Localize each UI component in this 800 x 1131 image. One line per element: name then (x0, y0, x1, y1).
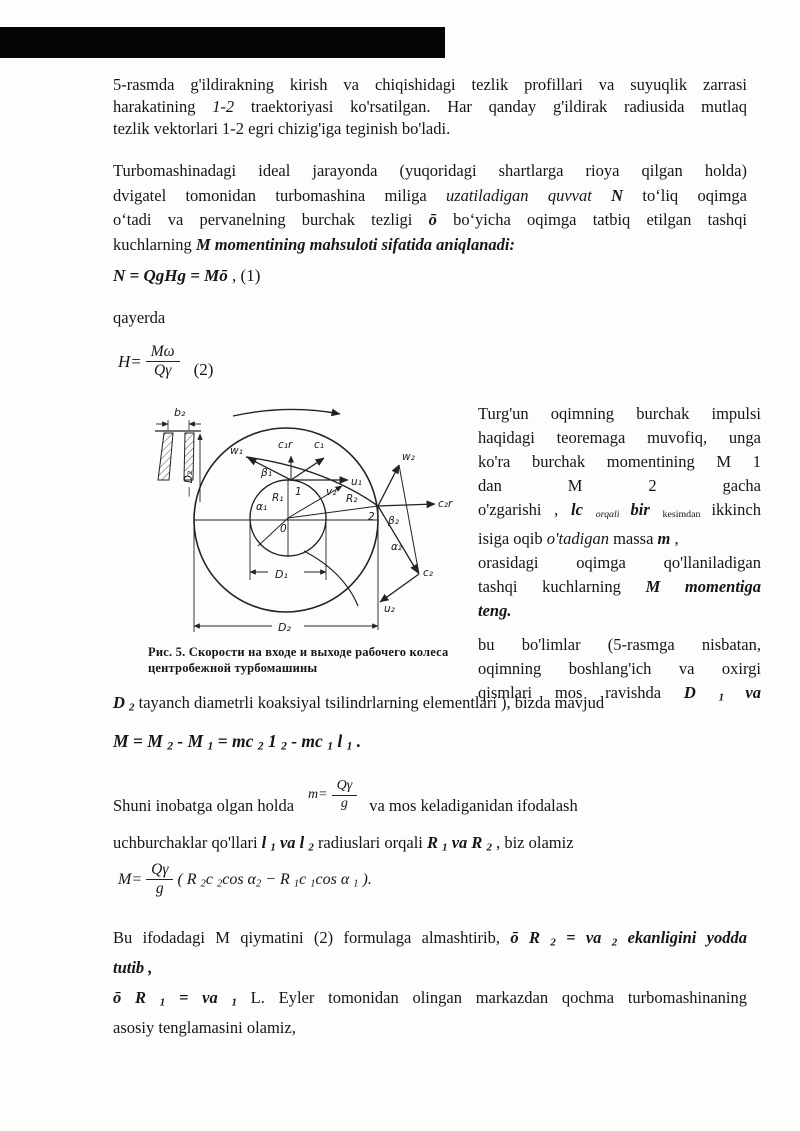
label-d2-dim: D₂ (278, 621, 291, 634)
text-run: - M (173, 731, 208, 751)
label-w2: w₂ (402, 451, 415, 463)
text-run: ō R (113, 988, 160, 1007)
text-run: 1 (327, 740, 333, 753)
text-run: 2 (281, 740, 287, 753)
text-run: bu bo'limlar (5-rasmga nisbatan, (478, 634, 761, 654)
text-run: 2 (257, 740, 264, 753)
text-run: ikkinch (711, 500, 761, 519)
label-u1: u₁ (351, 476, 362, 488)
text-run: isiga oqib (478, 528, 547, 548)
label-d1-dim: D₁ (275, 568, 288, 581)
text-line (478, 551, 761, 575)
text-line (113, 118, 747, 140)
text-line (478, 450, 761, 474)
text-run: tashqi kuchlarning (478, 576, 646, 596)
text-run: ). (358, 870, 372, 888)
text-run: tayanch diametrli koaksiyal tsilindrlarning elementlari ), bizda mavjud (134, 693, 605, 712)
text-run: D (113, 693, 130, 712)
text-run: 1 (310, 877, 316, 889)
text-run: m (657, 528, 671, 548)
text-run: dvigatel tomonidan turbomashina miliga (113, 185, 447, 205)
text-run: Turg'un oqimning burchak impulsi (478, 404, 761, 423)
text-run: . (352, 731, 362, 751)
line-shuni-before: Shuni inobatga olgan holda (113, 796, 295, 816)
text-line (113, 96, 747, 118)
figure-caption (148, 644, 478, 676)
text-line (113, 208, 747, 233)
text-run: 2 (550, 936, 556, 949)
text-line (113, 1015, 747, 1040)
text-run: 2 (486, 841, 492, 854)
label-w1: w₁ (230, 445, 243, 457)
formula-4-numerator: Qγ (146, 862, 173, 880)
text-line (113, 985, 747, 1015)
formula-2-lhs: H= (118, 351, 142, 371)
text-run: va (745, 682, 761, 702)
text-run: cos α (315, 870, 354, 888)
text-run: dan M 2 gacha (478, 476, 761, 495)
text-run: harakatining (113, 97, 213, 116)
text-run: 2 (129, 701, 135, 714)
text-run: , (670, 528, 679, 548)
label-beta2: β₂ (388, 515, 399, 527)
text-run: o'tadigan (546, 528, 609, 548)
label-u2: u₂ (384, 603, 395, 615)
formula-4-lhs: M= (118, 870, 143, 888)
label-point2: 2 (368, 511, 375, 523)
formula-4-denominator: g (155, 880, 164, 898)
text-run: 1 (442, 841, 448, 854)
formula-4 (118, 862, 372, 898)
text-run: haqidagi teoremaga muvofiq, unga (478, 428, 761, 447)
text-run: 1 (353, 877, 359, 889)
text-run: 2 (308, 841, 314, 854)
text-run: ekanligini yodda (617, 928, 748, 947)
text-run: cos α (222, 870, 256, 888)
line-shuni (113, 766, 753, 824)
text-run: = va (555, 928, 612, 947)
text-run: traektoriyasi ko'rsatilgan. Har qanday g'ildirak radiusida mutlaq (234, 97, 747, 116)
text-line (478, 402, 761, 426)
inline-fraction-denominator: g (340, 795, 348, 811)
formula-1 (113, 266, 260, 286)
text-run: ō (428, 210, 437, 229)
label-alpha1: α₁ (256, 501, 268, 513)
text-run: − R (261, 870, 294, 888)
text-line (478, 633, 761, 657)
formula-2 (118, 344, 213, 380)
label-b2-icon: b₂ (174, 406, 186, 419)
label-d2-side: — D₂ (183, 470, 195, 497)
text-run: ( R (177, 870, 201, 888)
text-run: Bu ifodadagi M qiymatini (2) formulaga almashtirib, (113, 928, 511, 947)
text-run: M = M (113, 731, 168, 751)
label-c1r: c₁r (278, 439, 293, 451)
label-c1: c₁ (314, 439, 324, 451)
formula-4-fraction (146, 862, 173, 898)
text-line (113, 955, 747, 980)
text-line (113, 925, 747, 955)
text-run: 2 (255, 877, 262, 889)
text-run: 2 (200, 877, 206, 889)
text-run: tezlik vektorlari 1-2 egri chizig'iga teginish bo'ladi. (113, 119, 451, 138)
text-run: uzatiladigan quvvat (446, 185, 612, 205)
text-run: 2 (167, 740, 173, 753)
text-line (113, 159, 747, 184)
text-line (478, 426, 761, 450)
text-run: bir (630, 500, 663, 519)
text-run: L. Eyler tomonidan olingan markazdan qochma turbomashinaning (236, 988, 747, 1007)
text-run: orasidagi oqimga qo'llaniladigan (478, 552, 761, 572)
text-run: M momentiga (645, 576, 761, 596)
text-line (478, 474, 761, 498)
text-run: va (275, 833, 300, 852)
label-r2: R₂ (346, 493, 358, 505)
text-run: 1 (270, 841, 276, 854)
text-run: 1-2 (212, 97, 235, 116)
inline-fraction-lhs: m= (308, 787, 328, 803)
text-run: , biz olamiz (491, 833, 574, 852)
text-run: = mc (213, 731, 258, 751)
text-run: 1 (346, 740, 353, 753)
text-run: radiuslari orqali (313, 833, 427, 852)
text-run: ō R (510, 928, 551, 947)
label-v2: v₂ (326, 486, 337, 498)
scan-artifact-bar (0, 27, 445, 58)
text-run: N (611, 185, 624, 205)
text-run: ko'ra burchak momentining M 1 (478, 452, 761, 471)
paragraph-bu-ifodadagi (113, 925, 747, 980)
impeller-diagram (128, 400, 476, 642)
text-run: 1 (263, 731, 282, 751)
text-run: bo‘yicha oqimga tatbiq etilgan tashqi (436, 210, 747, 229)
text-run: 1 (718, 691, 746, 704)
text-run: M momentining mahsuloti sifatida aniqlanadi: (195, 234, 516, 254)
right-column-text (478, 402, 761, 709)
line-d2-tayanch (113, 692, 747, 718)
formula-2-tag: (2) (193, 359, 214, 379)
figure-caption-line1: Рис. 5. Скорости на входе и выходе рабочего колеса (148, 645, 449, 659)
text-run: uchburchaklar qo'llari (113, 833, 262, 852)
text-run: R (471, 833, 487, 852)
line-shuni-after: va mos keladiganidan ifodalash (369, 796, 578, 816)
text-run: o‘tadi va pervanelning burchak tezligi (113, 210, 429, 229)
label-center0: 0 (280, 523, 287, 535)
inline-fraction-numerator: Qγ (332, 779, 358, 796)
text-line (113, 233, 747, 258)
text-run: o'zgarishi , (478, 500, 572, 519)
paragraph-euler (113, 985, 747, 1040)
paragraph-intro (113, 74, 747, 140)
text-run: lc (571, 500, 596, 519)
text-line (113, 184, 747, 209)
inline-fraction-m (308, 779, 357, 811)
label-c2: c₂ (423, 567, 433, 579)
text-run: asosiy tenglamasini olamiz, (113, 1018, 296, 1038)
text-run: c (299, 870, 311, 888)
text-run: - mc (286, 731, 328, 751)
text-run: Turbomashinadagi ideal jarayonda (yuqoridagi shartlarga rioya qilgan holda) (113, 161, 747, 180)
text-run: D (683, 682, 719, 702)
text-run: 1 (231, 996, 237, 1009)
figure-caption-line2: центробежной турбомашины (148, 661, 318, 675)
text-run: 1 (207, 740, 214, 753)
text-run: c (205, 870, 217, 888)
text-run: kuchlarning (113, 234, 196, 254)
formula-4-expression (177, 871, 371, 889)
text-run: , (1) (227, 266, 261, 285)
text-run: 5-rasmda g'ildirakning kirish va chiqishidagi tezlik profillari va suyuqlik zarrasi (113, 75, 747, 94)
text-run: qismlari mos ravishda (478, 682, 684, 702)
text-run: l (261, 833, 271, 852)
label-qayerda: qayerda (113, 308, 166, 327)
paragraph-turbomachine (113, 159, 747, 257)
text-run: kesimdan (662, 508, 712, 520)
text-run: 2 (216, 877, 223, 889)
text-run: R (426, 833, 443, 852)
text-line (478, 527, 761, 551)
text-run: va (447, 833, 472, 852)
text-run: to‘liq oqimga (623, 185, 747, 205)
text-run: 1 (159, 996, 166, 1009)
label-r1: R₁ (272, 492, 284, 504)
line-uchburchaklar (113, 832, 747, 858)
text-run: tutib , (113, 958, 153, 978)
formula-2-denominator: Qγ (154, 362, 172, 380)
text-line (478, 599, 761, 623)
label-beta1: β₁ (261, 467, 272, 479)
text-run: massa (608, 528, 658, 548)
label-c2r: c₂r (438, 498, 453, 510)
text-line (113, 74, 747, 96)
formula-2-numerator: Mω (146, 344, 180, 362)
formula-3 (113, 731, 361, 753)
text-run: orqali (595, 508, 631, 520)
text-run: 1 (293, 877, 300, 889)
text-run: teng. (478, 600, 512, 620)
text-run: 2 (611, 936, 618, 949)
text-run: N = QgHg = Mō (113, 266, 228, 285)
text-line (478, 575, 761, 599)
text-run: l (299, 833, 309, 852)
figure-5-velocity-diagram (128, 400, 476, 647)
text-run: = va (165, 988, 232, 1007)
formula-2-fraction (146, 344, 180, 380)
label-point1: 1 (295, 486, 302, 498)
text-run: l (332, 731, 347, 751)
label-alpha2: α₂ (391, 541, 403, 553)
text-line (478, 657, 761, 681)
text-run: oqimning boshlang'ich va oxirgi (478, 658, 761, 678)
text-line (478, 498, 761, 527)
